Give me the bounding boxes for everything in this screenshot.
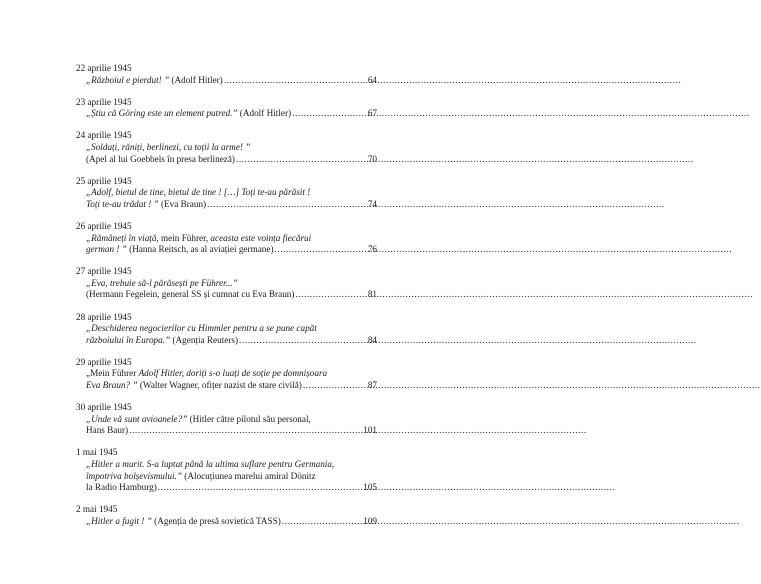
page-number: 87	[367, 379, 377, 390]
quote-text: împotriva bolșevismului.”	[86, 470, 182, 481]
dot-leader	[207, 199, 365, 211]
entry-text	[86, 380, 302, 392]
toc-entry	[76, 504, 377, 527]
dot-leader	[303, 380, 365, 392]
entry-text	[86, 323, 317, 333]
quote-text: german ! ”	[86, 244, 127, 255]
toc-entry	[76, 176, 377, 211]
entry-text	[86, 471, 316, 481]
entry-date: 26 aprilie 1945	[76, 220, 132, 231]
toc-entry	[76, 402, 377, 437]
attribution-text: (Apel al lui Goebbels în presa berlineză)	[86, 153, 235, 164]
entry-body	[76, 414, 377, 437]
dot-leader	[295, 289, 364, 301]
attribution-text: (Agenția de presă sovietică TASS)	[151, 515, 281, 526]
entry-text	[86, 368, 327, 378]
quote-text: „Războiul e pierdut! ”	[86, 74, 170, 85]
quote-text: „Adolf, bietul de tine, bietul de tine ! […] Toți te-au părăsit !	[86, 187, 311, 198]
entry-text	[86, 516, 281, 528]
entry-line	[86, 278, 377, 290]
page-number: 84	[367, 334, 377, 345]
entry-body	[76, 187, 377, 210]
toc-entry	[76, 221, 377, 256]
page-number: 64	[367, 74, 377, 85]
quote-text: Eva Braun? ”	[86, 379, 138, 390]
quote-text: „Știu că Göring este un element putred.”	[86, 108, 238, 119]
entry-text	[86, 154, 235, 166]
entry-date: 24 aprilie 1945	[76, 130, 132, 141]
attribution-text: (Adolf Hitler)	[169, 74, 223, 85]
entry-line-with-page	[86, 199, 377, 211]
entry-text	[86, 187, 310, 197]
entry-text	[86, 289, 294, 301]
entry-line	[86, 368, 377, 380]
entry-line	[86, 187, 377, 199]
entry-line	[86, 233, 377, 245]
page-number: 109	[363, 515, 377, 526]
page-number: 76	[367, 244, 377, 255]
entry-body	[76, 368, 377, 391]
entry-line-with-page	[86, 244, 377, 256]
attribution-text: mein Führer,	[161, 232, 211, 243]
entry-line	[86, 459, 377, 471]
toc-entry	[76, 97, 377, 120]
attribution-text: (Walter Wagner, ofițer nazist de stare civilă)	[137, 379, 302, 390]
dot-leader	[236, 154, 365, 166]
entry-line-with-page	[86, 75, 377, 87]
entry-text	[86, 278, 238, 288]
toc-entry	[76, 357, 377, 392]
entry-body	[76, 323, 377, 346]
attribution-text: Hans Baur)	[86, 425, 129, 436]
entry-body	[76, 108, 377, 120]
entry-date: 27 aprilie 1945	[76, 266, 132, 277]
entry-text	[86, 75, 223, 87]
page-number: 67	[367, 108, 377, 119]
toc-entry	[76, 130, 377, 165]
entry-line	[86, 414, 377, 426]
attribution-text: la Radio Hamburg)	[86, 482, 157, 493]
page-number: 81	[367, 289, 377, 300]
entry-line	[86, 142, 377, 154]
toc-entry	[76, 266, 377, 301]
quote-text: războiului în Europa.”	[86, 334, 171, 345]
entry-date: 22 aprilie 1945	[76, 63, 132, 73]
quote-text: „Hitler a murit. S-a luptat până la ultima suflare pentru Germania,	[86, 458, 335, 469]
quote-text: „Unde vă sunt avioanele?”	[86, 413, 188, 424]
entry-date: 2 mai 1945	[76, 504, 118, 515]
entry-line-with-page	[86, 425, 377, 437]
toc-entry	[76, 63, 377, 86]
entry-text	[86, 335, 238, 347]
entry-date: 28 aprilie 1945	[76, 311, 132, 322]
attribution-text: (Hanna Reitsch, as al aviației germane)	[126, 244, 274, 255]
dot-leader	[239, 335, 365, 347]
dot-leader	[129, 425, 360, 437]
entry-line-with-page	[86, 289, 377, 301]
entry-body	[76, 516, 377, 528]
entry-text	[86, 414, 311, 424]
quote-text: „Deschiderea negocierilor cu Himmler pentru a se pune capăt	[86, 323, 317, 334]
quote-text: Adolf Hitler, doriți s-o luați de soție pe domnișoara	[138, 368, 328, 379]
entry-text	[86, 199, 206, 211]
quote-text: „Rămâneți în viață,	[86, 232, 162, 243]
entry-line-with-page	[86, 335, 377, 347]
toc-entry	[76, 447, 377, 493]
dot-leader	[224, 75, 365, 87]
attribution-text: (Alocuțiunea marelui amiral Dönitz	[181, 470, 316, 481]
attribution-text: (Eva Braun)	[158, 198, 207, 209]
entry-body	[76, 142, 377, 165]
page-number: 70	[367, 153, 377, 164]
page-number: 74	[367, 198, 377, 209]
table-of-contents	[76, 63, 377, 538]
entry-text	[86, 233, 311, 243]
quote-text: aceasta este voința fiecărui	[210, 232, 312, 243]
dot-leader	[292, 108, 365, 120]
entry-text	[86, 482, 157, 494]
entry-date: 23 aprilie 1945	[76, 96, 132, 107]
entry-text	[86, 108, 291, 120]
attribution-text: „Mein Führer	[86, 368, 139, 379]
quote-text: Toți te-au trădat ! ”	[86, 198, 159, 209]
dot-leader	[282, 516, 360, 528]
page-number: 101	[363, 425, 377, 436]
toc-entry	[76, 312, 377, 347]
quote-text: „Soldați, răniți, berlinezi, cu toții la arme! ”	[86, 141, 251, 152]
entry-body	[76, 75, 377, 87]
entry-line-with-page	[86, 154, 377, 166]
quote-text: „Eva, trebuie să-l părăsești pe Führer...”	[86, 277, 238, 288]
entry-line	[86, 471, 377, 483]
page-number: 105	[363, 482, 377, 493]
entry-body	[76, 459, 377, 494]
entry-line-with-page	[86, 380, 377, 392]
entry-text	[86, 142, 250, 152]
entry-text	[86, 459, 334, 469]
attribution-text: (Hermann Fegelein, general SS și cumnat cu Eva Braun)	[86, 289, 295, 300]
entry-line-with-page	[86, 516, 377, 528]
entry-date: 25 aprilie 1945	[76, 175, 132, 186]
entry-line-with-page	[86, 108, 377, 120]
attribution-text: (Hitler către pilotul său personal,	[187, 413, 311, 424]
entry-line	[86, 323, 377, 335]
entry-body	[76, 233, 377, 256]
entry-date: 30 aprilie 1945	[76, 402, 132, 413]
attribution-text: (Agenția Reuters)	[170, 334, 239, 345]
attribution-text: (Adolf Hitler)	[237, 108, 292, 119]
entry-text	[86, 244, 274, 256]
dot-leader	[158, 482, 360, 494]
entry-line-with-page	[86, 482, 377, 494]
dot-leader	[275, 244, 365, 256]
entry-body	[76, 278, 377, 301]
entry-text	[86, 425, 128, 437]
quote-text: „Hitler a fugit ! ”	[86, 515, 152, 526]
entry-date: 29 aprilie 1945	[76, 356, 132, 367]
entry-date: 1 mai 1945	[76, 447, 118, 458]
